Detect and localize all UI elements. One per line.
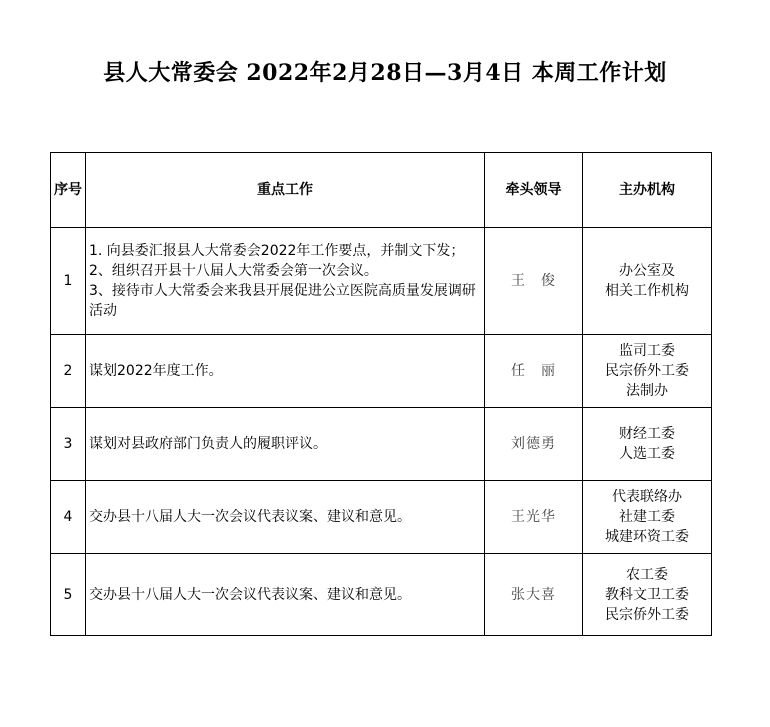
header-lead: 牵头领导	[485, 153, 583, 228]
row-work	[86, 554, 485, 636]
work-line: 1. 向县委汇报县人大常委会2022年工作要点，并制文下发；	[89, 243, 465, 259]
table-row	[51, 408, 712, 481]
work-line: 交办县十八届人大一次会议代表议案、建议和意见。	[89, 586, 411, 603]
row-work	[86, 408, 485, 481]
row-work	[86, 481, 485, 554]
org-line: 民宗侨外工委	[605, 606, 689, 623]
work-line: 3、接待市人大常委会来我县开展促进公立医院高质量发展调研活动	[89, 283, 476, 319]
work-plan-table	[50, 152, 712, 636]
row-lead: 刘德勇	[485, 408, 583, 481]
row-org	[583, 554, 712, 636]
org-line: 人选工委	[619, 446, 675, 462]
row-seq: 5	[51, 554, 86, 636]
row-lead: 任 丽	[485, 335, 583, 408]
table-row	[51, 554, 712, 636]
header-work: 重点工作	[86, 153, 485, 228]
table-row	[51, 481, 712, 554]
row-lead: 王光华	[485, 481, 583, 554]
org-line: 财经工委	[619, 426, 675, 442]
org-line: 办公室及	[619, 263, 675, 279]
work-line: 2、组织召开县十八届人大常委会第一次会议。	[89, 263, 378, 279]
row-lead: 张大喜	[485, 554, 583, 636]
row-lead: 王 俊	[485, 228, 583, 335]
org-line: 民宗侨外工委	[605, 363, 689, 379]
row-org	[583, 408, 712, 481]
row-org	[583, 228, 712, 335]
org-line: 城建环资工委	[605, 529, 689, 545]
header-seq: 序号	[51, 153, 86, 228]
header-org: 主办机构	[583, 153, 712, 228]
row-seq: 1	[51, 228, 86, 335]
row-work	[86, 228, 485, 335]
table-row	[51, 335, 712, 408]
row-org	[583, 481, 712, 554]
org-line: 法制办	[626, 383, 668, 399]
row-seq: 2	[51, 335, 86, 408]
org-line: 代表联络办	[612, 489, 682, 505]
row-seq: 3	[51, 408, 86, 481]
row-work	[86, 335, 485, 408]
org-line: 社建工委	[619, 509, 675, 525]
table-header-row	[51, 153, 712, 228]
table-row	[51, 228, 712, 335]
org-line: 相关工作机构	[605, 283, 689, 299]
page-title: 县人大常委会 2022年2月28日—3月4日 本周工作计划	[103, 60, 667, 86]
work-line: 谋划2022年度工作。	[89, 363, 223, 379]
work-line: 谋划对县政府部门负责人的履职评议。	[89, 436, 327, 452]
row-seq: 4	[51, 481, 86, 554]
work-line: 交办县十八届人大一次会议代表议案、建议和意见。	[89, 509, 411, 525]
org-line: 监司工委	[619, 343, 675, 359]
org-line: 农工委	[626, 566, 668, 583]
row-org	[583, 335, 712, 408]
org-line: 教科文卫工委	[605, 586, 689, 603]
